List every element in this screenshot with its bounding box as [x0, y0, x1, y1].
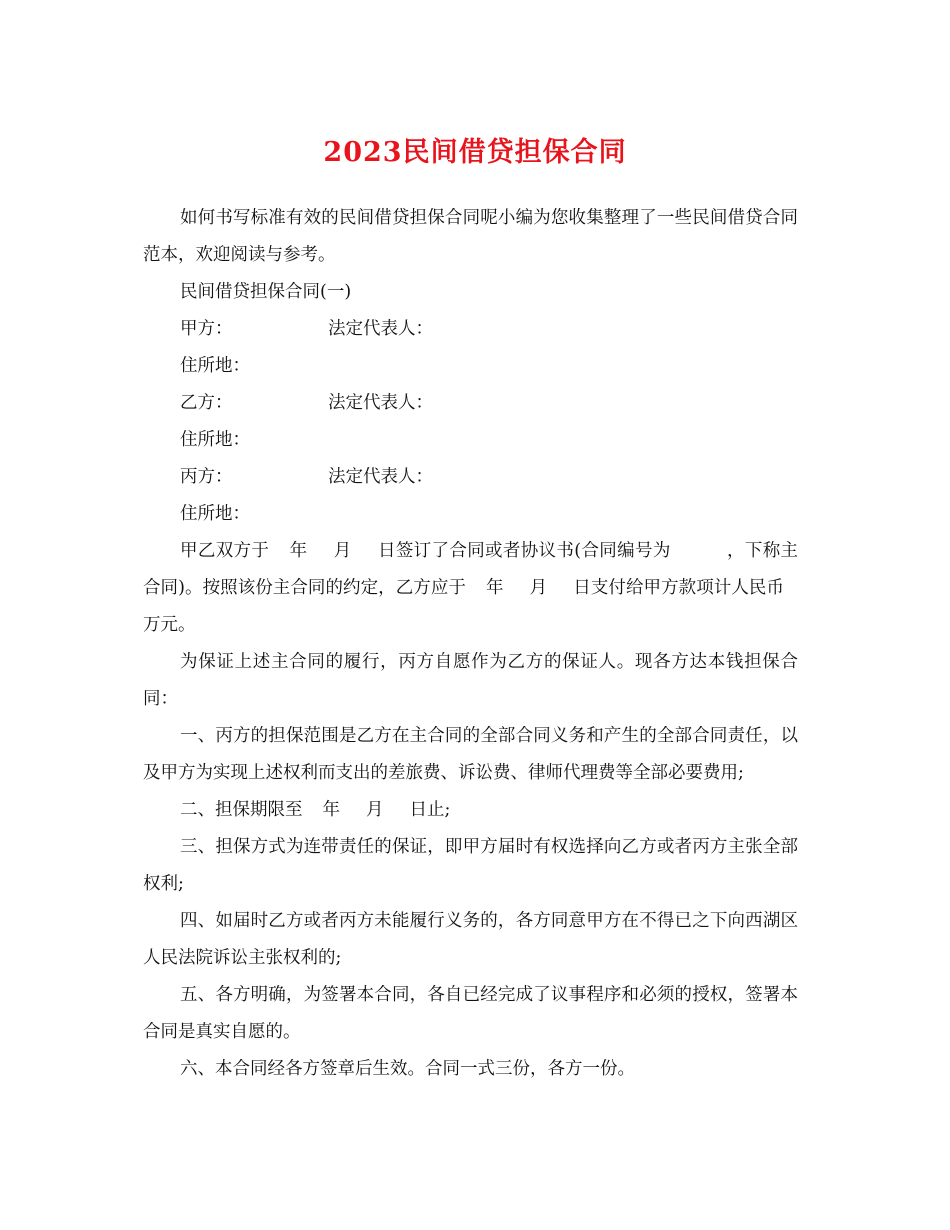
clause-2: [143, 792, 798, 829]
clause-2-prefix: 二、担保期限至: [180, 800, 303, 820]
clause-2-suffix: 日止;: [409, 800, 451, 820]
main-contract-text-2: 日签订了合同或者协议书(合同编号为: [377, 541, 671, 561]
clause-5: 五、各方明确，为签署本合同，各自已经完成了议事程序和必须的授权，签署本合同是真实自愿的。: [143, 985, 798, 1042]
party-c-label: 丙方：: [180, 467, 233, 487]
main-contract-text-4: 日支付给甲方款项计人民币: [573, 578, 785, 598]
party-b-row: [143, 385, 798, 422]
party-b-address-label: 住所地：: [180, 430, 250, 450]
party-a-row: [143, 311, 798, 348]
main-contract-text-1: 甲乙双方于: [180, 541, 270, 561]
party-b-label: 乙方：: [180, 393, 233, 413]
main-contract-month-1: 月: [333, 541, 352, 561]
party-b-rep-label: 法定代表人：: [328, 393, 433, 413]
clause-2-year: 年: [322, 800, 340, 820]
clause-2-month: 月: [366, 800, 384, 820]
main-contract-year-2: 年: [485, 578, 504, 598]
party-c-rep-label: 法定代表人：: [328, 467, 433, 487]
party-a-rep-label: 法定代表人：: [328, 319, 433, 339]
party-c-address-label: 住所地：: [180, 504, 250, 524]
party-a-address-label: 住所地：: [180, 356, 250, 376]
party-c-row: [143, 459, 798, 496]
clause-1: 一、丙方的担保范围是乙方在主合同的全部合同义务和产生的全部合同责任，以及甲方为实现上述权利而支出的差旅费、诉讼费、律师代理费等全部必要费用;: [143, 726, 798, 783]
main-contract-paragraph: [143, 533, 798, 644]
main-contract-text-3: ，下称主合同)。按照该份主合同的约定，乙方应于: [143, 541, 799, 598]
party-a-label: 甲方：: [180, 319, 233, 339]
clause-6: 六、本合同经各方签章后生效。合同一式三份，各方一份。: [180, 1059, 635, 1079]
guarantee-intro-paragraph: 为保证上述主合同的履行，丙方自愿作为乙方的保证人。现各方达本钱担保合同：: [143, 652, 798, 709]
document-body: [143, 200, 798, 1088]
section-heading: 民间借贷担保合同(一): [180, 282, 352, 302]
intro-paragraph: 如何书写标准有效的民间借贷担保合同呢小编为您收集整理了一些民间借贷合同范本，欢迎阅读与参考。: [143, 208, 798, 265]
document-title: 2023民间借贷担保合同: [323, 137, 627, 168]
clause-4: 四、如届时乙方或者丙方未能履行义务的，各方同意甲方在不得已之下向西湖区人民法院诉讼主张权利的;: [143, 911, 798, 968]
main-contract-year-1: 年: [289, 541, 308, 561]
clause-3: 三、担保方式为连带责任的保证，即甲方届时有权选择向乙方或者丙方主张全部权利;: [143, 837, 798, 894]
main-contract-text-5: 万元。: [143, 615, 196, 635]
main-contract-month-2: 月: [529, 578, 548, 598]
